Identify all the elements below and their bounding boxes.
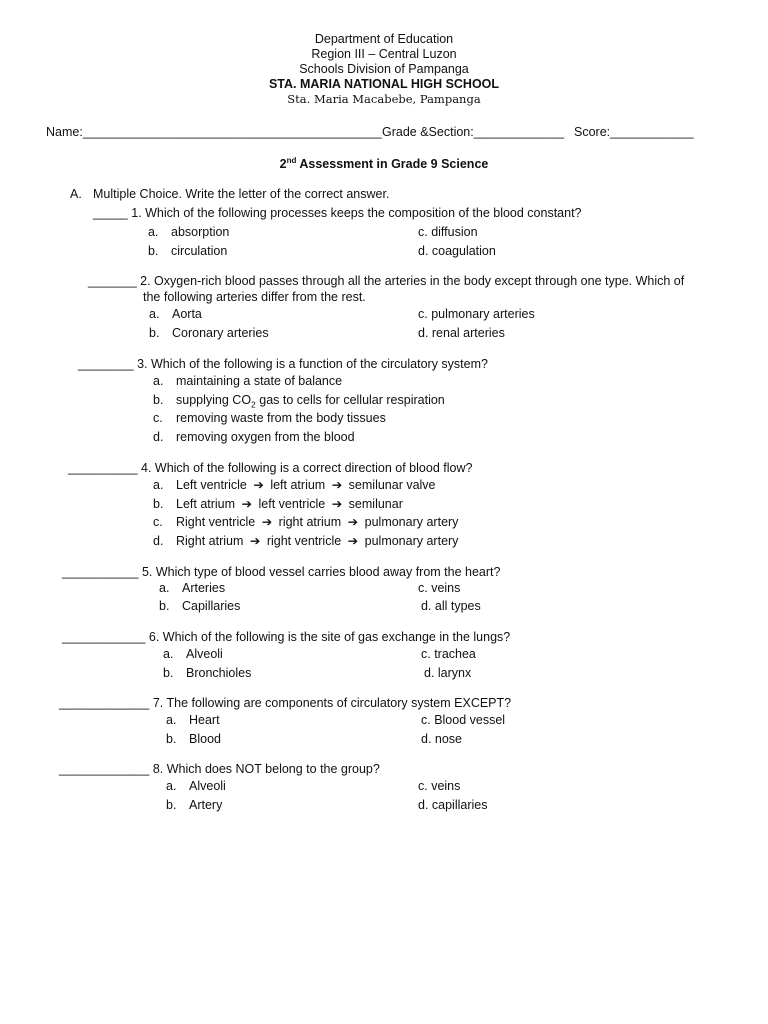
header-region: Region III – Central Luzon (311, 47, 457, 61)
choice-d: d. coagulation (418, 244, 496, 258)
flow-step: left atrium (270, 478, 326, 492)
answer-blank[interactable]: _____________ (59, 762, 150, 776)
choice-letter: b. (166, 798, 177, 812)
choice-d: d. larynx (424, 666, 472, 680)
arrow-right-icon: ➔ (261, 515, 273, 529)
choice-c: c. trachea (421, 647, 476, 661)
choice-letter: b. (159, 599, 170, 613)
choice-a: Arteries (182, 581, 226, 595)
arrow-right-icon: ➔ (253, 478, 264, 492)
choice-letter: b. (148, 244, 159, 258)
choice-letter: a. (153, 478, 164, 492)
choice-c: c. veins (418, 779, 461, 793)
choice-b (176, 497, 403, 512)
choice-letter: a. (166, 713, 177, 727)
header-department: Department of Education (314, 32, 454, 46)
choice-b: Blood (189, 732, 221, 746)
assessment-title (0, 157, 768, 172)
answer-blank[interactable]: __________ (68, 461, 138, 475)
title-text: Assessment in Grade 9 Science (296, 157, 489, 171)
question-4 (68, 461, 472, 476)
flow-step: Right atrium (176, 534, 244, 548)
choice-a: Heart (189, 713, 220, 727)
arrow-right-icon: ➔ (331, 478, 343, 492)
flow-step: Left ventricle (176, 478, 247, 492)
answer-blank[interactable]: _____ (93, 206, 128, 220)
choice-d: d. capillaries (418, 798, 488, 812)
flow-step: Right ventricle (176, 515, 256, 529)
header-school-address: Sta. Maria Macabebe, Pampanga (287, 92, 481, 106)
choice-d: d. renal arteries (418, 326, 505, 340)
title-superscript: nd (286, 155, 297, 165)
flow-step: semilunar valve (348, 478, 436, 492)
flow-step: Left atrium (176, 497, 236, 511)
choice-letter: a. (149, 307, 160, 321)
question-2-continuation: the following arteries differ from the rest. (143, 290, 366, 304)
arrow-right-icon: ➔ (331, 497, 343, 511)
choice-a (176, 478, 436, 493)
question-3 (78, 357, 488, 372)
choice-c: removing waste from the body tissues (176, 411, 386, 425)
choice-letter: b. (153, 497, 164, 511)
section-a-letter: A. (70, 187, 82, 201)
choice-a: Aorta (172, 307, 202, 321)
flow-step: semilunar (348, 497, 403, 511)
question-2 (88, 274, 684, 289)
flow-step: pulmonary artery (364, 515, 459, 529)
subscript: 2 (251, 399, 256, 410)
choice-a: Alveoli (189, 779, 226, 793)
question-text: 7. The following are components of circulatory system EXCEPT? (149, 696, 512, 710)
choice-letter: b. (149, 326, 160, 340)
choice-letter: a. (153, 374, 164, 388)
choice-a: absorption (171, 225, 230, 239)
answer-blank[interactable]: ____________ (62, 630, 146, 644)
choice-b: Coronary arteries (172, 326, 269, 340)
choice-c: c. Blood vessel (421, 713, 506, 727)
flow-step: right ventricle (266, 534, 342, 548)
choice-letter: a. (148, 225, 159, 239)
choice-letter: c. (153, 515, 163, 529)
choice-a: maintaining a state of balance (176, 374, 343, 388)
answer-blank[interactable]: ________ (78, 357, 134, 371)
score-field[interactable]: Score:____________ (574, 125, 694, 139)
question-8 (59, 762, 380, 777)
section-a-instructions: Multiple Choice. Write the letter of the correct answer. (93, 187, 390, 201)
question-5 (62, 565, 500, 580)
answer-blank[interactable]: _____________ (59, 696, 150, 710)
choice-letter: a. (163, 647, 174, 661)
choice-letter: d. (153, 430, 164, 444)
flow-step: pulmonary artery (364, 534, 459, 548)
choice-b-text: supplying CO (176, 393, 252, 407)
choice-b: circulation (171, 244, 228, 258)
name-field[interactable]: Name:___________________________________________ (46, 125, 382, 139)
question-text: 1. Which of the following processes keeps the composition of the blood constant? (127, 206, 582, 220)
answer-blank[interactable]: ___________ (62, 565, 139, 579)
choice-b-text: gas to cells for cellular respiration (255, 393, 445, 407)
question-7 (59, 696, 511, 711)
choice-b: Artery (189, 798, 223, 812)
question-text: 8. Which does NOT belong to the group? (149, 762, 380, 776)
title-number: 2 (279, 157, 287, 171)
choice-c (176, 515, 458, 530)
question-text: 6. Which of the following is the site of gas exchange in the lungs? (145, 630, 511, 644)
choice-d: removing oxygen from the blood (176, 430, 355, 444)
arrow-right-icon: ➔ (241, 497, 253, 511)
choice-letter: b. (166, 732, 177, 746)
answer-blank[interactable]: _______ (88, 274, 137, 288)
choice-letter: b. (163, 666, 174, 680)
choice-letter: c. (153, 411, 163, 425)
choice-b: Capillaries (182, 599, 241, 613)
choice-letter: b. (153, 393, 164, 407)
question-6 (62, 630, 510, 645)
choice-d: d. nose (421, 732, 463, 746)
arrow-right-icon: ➔ (249, 534, 261, 548)
arrow-right-icon: ➔ (347, 534, 359, 548)
choice-c: c. diffusion (418, 225, 478, 239)
choice-a: Alveoli (186, 647, 223, 661)
arrow-right-icon: ➔ (347, 515, 359, 529)
flow-step: right atrium (278, 515, 342, 529)
header-division: Schools Division of Pampanga (299, 62, 469, 76)
question-text: 2. Oxygen-rich blood passes through all the arteries in the body except through one type. Which of (136, 274, 685, 288)
question-1 (93, 206, 582, 221)
header-school-name: STA. MARIA NATIONAL HIGH SCHOOL (268, 77, 500, 91)
question-text: 4. Which of the following is a correct direction of blood flow? (137, 461, 473, 475)
choice-b: Bronchioles (186, 666, 252, 680)
question-text: 5. Which type of blood vessel carries blood away from the heart? (138, 565, 501, 579)
choice-b (176, 393, 445, 408)
choice-letter: d. (153, 534, 164, 548)
flow-step: left ventricle (258, 497, 326, 511)
grade-section-field[interactable]: Grade &Section:_____________ (382, 125, 565, 139)
choice-c: c. pulmonary arteries (418, 307, 535, 321)
choice-c: c. veins (418, 581, 461, 595)
question-text: 3. Which of the following is a function of the circulatory system? (133, 357, 488, 371)
choice-d: d. all types (421, 599, 481, 613)
choice-letter: a. (159, 581, 170, 595)
choice-d (176, 534, 458, 549)
choice-letter: a. (166, 779, 177, 793)
